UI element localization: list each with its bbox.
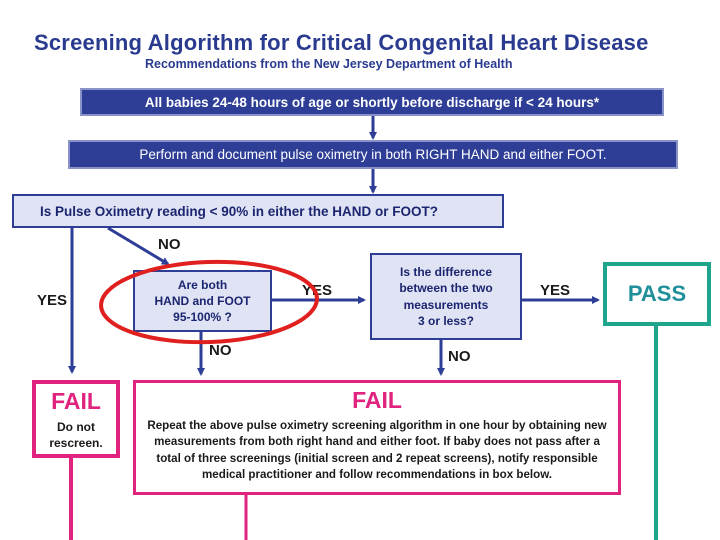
label-yes-left: YES <box>37 292 68 309</box>
fail-left-line-2: rescreen. <box>49 436 103 451</box>
label-yes-middle: YES <box>302 282 333 299</box>
fail-main-text: Repeat the above pulse oximetry screening algorithm in one hour by obtaining new measurements from both right hand and either foot. If baby does not pass after a total of three screenings (initial screen and 2 repeat screens), notify responsible medical practitioner and follow recommendations in box below. <box>147 419 607 482</box>
fail-left-line-1: Do not <box>57 420 95 434</box>
question3-line-4: 3 or less? <box>417 313 475 328</box>
pass-text: PASS <box>627 281 687 306</box>
diagram-subtitle: Recommendations from the New Jersey Department of Health <box>145 57 513 71</box>
question2-line-2: HAND and FOOT <box>154 293 251 308</box>
fail-main-title: FAIL <box>352 387 402 413</box>
label-no-middle: NO <box>209 342 232 359</box>
question1-text: Is Pulse Oximetry reading < 90% in either the HAND or FOOT? <box>40 203 438 219</box>
diagram-title: Screening Algorithm for Critical Congenital Heart Disease <box>34 30 649 55</box>
fail-left-title: FAIL <box>51 388 101 414</box>
label-no-right: NO <box>448 348 471 365</box>
highlight-ellipse <box>100 258 319 345</box>
question2-line-3: 95-100% ? <box>173 310 232 325</box>
question3-line-2: between the two <box>399 281 493 296</box>
question3-line-1: Is the difference <box>399 265 493 280</box>
step2-text: Perform and document pulse oximetry in both RIGHT HAND and either FOOT. <box>139 147 607 162</box>
label-yes-right: YES <box>540 282 571 299</box>
question2-line-1: Are both <box>177 277 228 292</box>
label-no-top: NO <box>158 236 181 253</box>
question3-line-3: measurements <box>403 297 489 312</box>
step1-text: All babies 24-48 hours of age or shortly before discharge if < 24 hours* <box>144 94 600 110</box>
